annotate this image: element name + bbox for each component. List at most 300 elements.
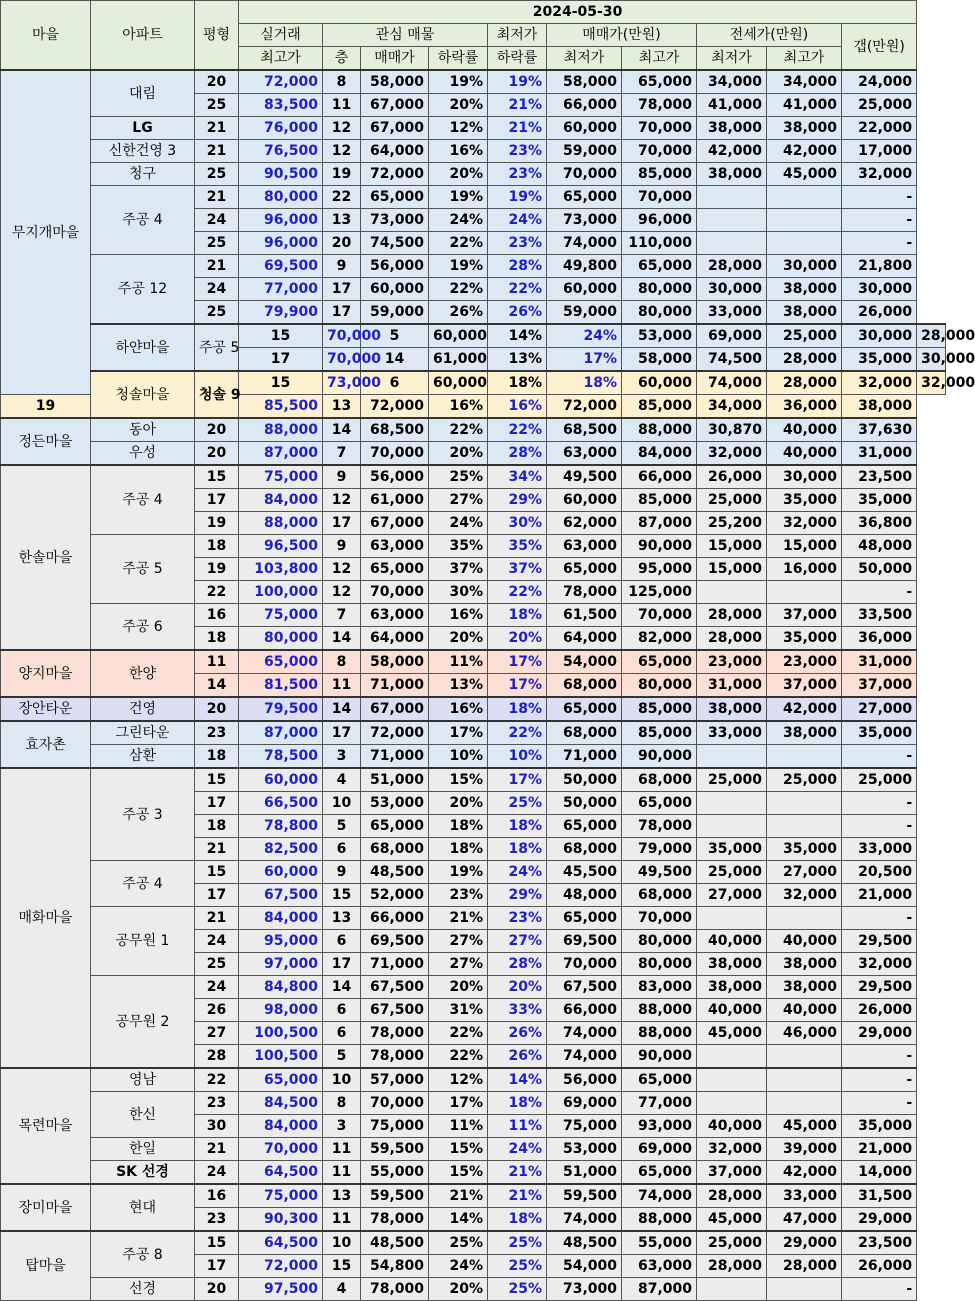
jeonse-high-cell: 35,000 xyxy=(767,489,842,512)
sale-low-cell: 50,000 xyxy=(547,768,622,792)
min-rate-cell: 17% xyxy=(488,650,547,674)
jeonse-low-cell xyxy=(697,815,767,838)
header-drop-rate: 하락률 xyxy=(429,47,488,71)
pyeong-cell: 18 xyxy=(195,745,239,769)
interest-rate-cell: 15% xyxy=(429,1161,488,1185)
table-row xyxy=(1,976,946,999)
sale-low-cell: 58,000 xyxy=(622,348,697,372)
record-high-cell: 70,000 xyxy=(239,1138,323,1161)
interest-price-cell: 74,500 xyxy=(361,232,429,255)
village-cell: 청솔마을 xyxy=(91,371,195,418)
jeonse-high-cell: 23,000 xyxy=(767,650,842,674)
interest-price-cell: 59,000 xyxy=(361,301,429,325)
interest-price-cell: 60,000 xyxy=(429,324,488,348)
record-high-cell: 84,500 xyxy=(239,1092,323,1115)
floor-cell: 4 xyxy=(323,768,361,792)
min-rate-cell: 24% xyxy=(488,861,547,884)
pyeong-cell: 20 xyxy=(195,442,239,466)
apartment-cell: 동아 xyxy=(91,418,195,442)
header-village: 마을 xyxy=(1,1,91,71)
gap-cell: 29,500 xyxy=(842,930,917,953)
jeonse-low-cell: 40,000 xyxy=(697,999,767,1022)
pyeong-cell: 24 xyxy=(195,209,239,232)
sale-low-cell: 60,000 xyxy=(622,371,697,395)
jeonse-low-cell: 38,000 xyxy=(697,953,767,976)
jeonse-low-cell: 28,000 xyxy=(697,627,767,651)
sale-low-cell: 68,000 xyxy=(547,674,622,698)
interest-rate-cell: 22% xyxy=(429,418,488,442)
sale-high-cell: 87,000 xyxy=(622,1278,697,1301)
min-rate-cell: 21% xyxy=(488,94,547,117)
floor-cell: 3 xyxy=(323,1115,361,1138)
sale-low-cell: 60,000 xyxy=(547,117,622,140)
sale-low-cell: 48,000 xyxy=(547,884,622,907)
interest-rate-cell: 26% xyxy=(429,301,488,325)
pyeong-cell: 16 xyxy=(195,604,239,627)
floor-cell: 14 xyxy=(361,348,429,372)
pyeong-cell: 18 xyxy=(195,535,239,558)
min-rate-cell: 29% xyxy=(488,884,547,907)
interest-price-cell: 53,000 xyxy=(361,792,429,815)
floor-cell: 17 xyxy=(323,278,361,301)
sale-low-cell: 54,000 xyxy=(547,1255,622,1278)
sale-low-cell: 65,000 xyxy=(547,697,622,721)
min-rate-cell: 19% xyxy=(488,186,547,209)
sale-high-cell: 88,000 xyxy=(622,418,697,442)
sale-high-cell: 85,000 xyxy=(622,721,697,745)
floor-cell: 7 xyxy=(323,604,361,627)
interest-price-cell: 78,000 xyxy=(361,1022,429,1045)
gap-cell: 35,000 xyxy=(842,1115,917,1138)
sale-low-cell: 63,000 xyxy=(547,535,622,558)
sale-high-cell: 66,000 xyxy=(622,465,697,489)
sale-low-cell: 50,000 xyxy=(547,792,622,815)
min-rate-cell: 33% xyxy=(488,999,547,1022)
gap-cell: - xyxy=(842,1068,917,1092)
jeonse-high-cell xyxy=(767,581,842,604)
sale-high-cell: 49,500 xyxy=(622,861,697,884)
min-rate-cell: 21% xyxy=(488,1184,547,1208)
min-rate-cell: 28% xyxy=(488,255,547,278)
jeonse-high-cell: 38,000 xyxy=(767,721,842,745)
min-rate-cell: 23% xyxy=(488,907,547,930)
floor-cell: 5 xyxy=(323,815,361,838)
interest-price-cell: 64,000 xyxy=(361,627,429,651)
jeonse-low-cell: 25,000 xyxy=(767,324,842,348)
pyeong-cell: 25 xyxy=(195,953,239,976)
interest-rate-cell: 37% xyxy=(429,558,488,581)
record-high-cell: 66,500 xyxy=(239,792,323,815)
sale-low-cell: 74,000 xyxy=(547,1022,622,1045)
jeonse-low-cell: 23,000 xyxy=(697,650,767,674)
apartment-cell: LG xyxy=(91,117,195,140)
floor-cell: 10 xyxy=(323,1068,361,1092)
floor-cell: 10 xyxy=(323,792,361,815)
jeonse-high-cell xyxy=(767,1092,842,1115)
sale-low-cell: 53,000 xyxy=(622,324,697,348)
pyeong-cell: 21 xyxy=(195,907,239,930)
jeonse-low-cell: 45,000 xyxy=(697,1022,767,1045)
pyeong-cell: 21 xyxy=(195,140,239,163)
gap-cell: 37,630 xyxy=(842,418,917,442)
interest-rate-cell: 24% xyxy=(429,209,488,232)
sale-low-cell: 65,000 xyxy=(547,815,622,838)
sale-low-cell: 58,000 xyxy=(547,70,622,94)
table-body xyxy=(1,70,975,1301)
jeonse-high-cell xyxy=(767,1278,842,1301)
floor-cell: 9 xyxy=(323,535,361,558)
record-high-cell: 77,000 xyxy=(239,278,323,301)
interest-rate-cell: 13% xyxy=(429,674,488,698)
table-row xyxy=(1,371,946,395)
sale-high-cell: 80,000 xyxy=(622,930,697,953)
village-cell: 탑마을 xyxy=(1,1231,91,1301)
sale-high-cell: 95,000 xyxy=(622,558,697,581)
sale-low-cell: 64,000 xyxy=(547,627,622,651)
header-lowest: 최저가 xyxy=(547,47,622,71)
interest-price-cell: 60,000 xyxy=(429,371,488,395)
floor-cell: 9 xyxy=(323,255,361,278)
jeonse-high-cell xyxy=(767,1045,842,1069)
interest-rate-cell: 18% xyxy=(429,815,488,838)
floor-cell: 6 xyxy=(361,371,429,395)
sale-high-cell: 65,000 xyxy=(622,650,697,674)
record-high-cell: 70,000 xyxy=(323,348,361,372)
min-rate-cell: 22% xyxy=(488,721,547,745)
interest-rate-cell: 19% xyxy=(429,70,488,94)
floor-cell: 17 xyxy=(323,953,361,976)
min-rate-cell: 18% xyxy=(488,815,547,838)
jeonse-high-cell: 37,000 xyxy=(767,604,842,627)
min-rate-cell: 28% xyxy=(488,442,547,466)
jeonse-low-cell: 38,000 xyxy=(697,697,767,721)
floor-cell: 12 xyxy=(323,117,361,140)
interest-price-cell: 65,000 xyxy=(361,815,429,838)
jeonse-low-cell: 27,000 xyxy=(697,884,767,907)
interest-price-cell: 54,800 xyxy=(361,1255,429,1278)
village-cell: 매화마을 xyxy=(1,768,91,1068)
record-high-cell: 90,500 xyxy=(239,163,323,186)
table-row xyxy=(1,535,946,558)
jeonse-low-cell: 28,000 xyxy=(697,604,767,627)
min-rate-cell: 16% xyxy=(488,395,547,419)
record-high-cell: 84,000 xyxy=(239,907,323,930)
gap-cell: 35,000 xyxy=(842,721,917,745)
interest-price-cell: 61,000 xyxy=(361,489,429,512)
header-apartment: 아파트 xyxy=(91,1,195,71)
sale-high-cell: 69,000 xyxy=(622,1138,697,1161)
jeonse-low-cell: 33,000 xyxy=(697,301,767,325)
floor-cell: 17 xyxy=(323,721,361,745)
min-rate-cell: 18% xyxy=(488,1092,547,1115)
floor-cell: 13 xyxy=(323,1184,361,1208)
pyeong-cell: 25 xyxy=(195,301,239,325)
sale-high-cell: 80,000 xyxy=(622,953,697,976)
jeonse-low-cell xyxy=(697,1278,767,1301)
jeonse-high-cell xyxy=(767,792,842,815)
table-row xyxy=(1,604,946,627)
jeonse-high-cell: 40,000 xyxy=(767,418,842,442)
sale-high-cell: 55,000 xyxy=(622,1231,697,1255)
jeonse-low-cell: 25,000 xyxy=(697,489,767,512)
floor-cell: 8 xyxy=(323,1092,361,1115)
pyeong-cell: 21 xyxy=(195,186,239,209)
sale-low-cell: 62,000 xyxy=(547,512,622,535)
floor-cell: 7 xyxy=(323,442,361,466)
jeonse-low-cell: 28,000 xyxy=(767,348,842,372)
interest-price-cell: 67,000 xyxy=(361,697,429,721)
header-pyeong: 평형 xyxy=(195,1,239,71)
sale-high-cell: 83,000 xyxy=(622,976,697,999)
jeonse-high-cell: 47,000 xyxy=(767,1208,842,1232)
gap-cell: - xyxy=(842,1092,917,1115)
village-cell: 장안타운 xyxy=(1,697,91,721)
header-interest: 관심 매물 xyxy=(323,24,488,47)
min-rate-cell: 24% xyxy=(488,1138,547,1161)
jeonse-high-cell: 35,000 xyxy=(842,348,917,372)
min-rate-cell: 25% xyxy=(488,1255,547,1278)
jeonse-low-cell xyxy=(697,792,767,815)
sale-low-cell: 70,000 xyxy=(547,953,622,976)
jeonse-low-cell: 30,000 xyxy=(697,278,767,301)
min-rate-cell: 29% xyxy=(488,489,547,512)
gap-cell: 25,000 xyxy=(842,768,917,792)
header-record-top: 실거래 xyxy=(239,24,323,47)
gap-cell: 30,000 xyxy=(917,348,946,372)
village-cell: 정든마을 xyxy=(1,418,91,465)
floor-cell: 5 xyxy=(323,1045,361,1069)
gap-cell: - xyxy=(842,1278,917,1301)
header-gap: 갭(만원) xyxy=(842,24,917,71)
record-high-cell: 73,000 xyxy=(323,371,361,395)
sale-high-cell: 70,000 xyxy=(622,140,697,163)
interest-rate-cell: 20% xyxy=(429,1278,488,1301)
gap-cell: 21,800 xyxy=(842,255,917,278)
floor-cell: 9 xyxy=(323,465,361,489)
pyeong-cell: 30 xyxy=(195,1115,239,1138)
sale-high-cell: 74,000 xyxy=(622,1184,697,1208)
floor-cell: 20 xyxy=(323,232,361,255)
record-high-cell: 60,000 xyxy=(239,768,323,792)
gap-cell: 37,000 xyxy=(842,674,917,698)
min-rate-cell: 26% xyxy=(488,1045,547,1069)
pyeong-cell: 20 xyxy=(195,418,239,442)
min-rate-cell: 21% xyxy=(488,117,547,140)
jeonse-high-cell: 38,000 xyxy=(767,278,842,301)
interest-rate-cell: 27% xyxy=(429,930,488,953)
sale-low-cell: 72,000 xyxy=(547,395,622,419)
interest-price-cell: 63,000 xyxy=(361,535,429,558)
apartment-cell: 주공 4 xyxy=(91,861,195,907)
sale-low-cell: 68,000 xyxy=(547,721,622,745)
gap-cell: 32,000 xyxy=(842,953,917,976)
header-highest: 최고가 xyxy=(622,47,697,71)
interest-price-cell: 78,000 xyxy=(361,1208,429,1232)
interest-price-cell: 71,000 xyxy=(361,953,429,976)
gap-cell: 21,000 xyxy=(842,884,917,907)
sale-low-cell: 49,800 xyxy=(547,255,622,278)
apartment-cell: 청솔 9 xyxy=(195,371,239,418)
jeonse-low-cell xyxy=(697,209,767,232)
pyeong-cell: 21 xyxy=(195,255,239,278)
gap-cell: - xyxy=(842,232,917,255)
record-high-cell: 60,000 xyxy=(239,861,323,884)
sale-high-cell: 87,000 xyxy=(622,512,697,535)
table-row xyxy=(1,255,946,278)
gap-cell: - xyxy=(842,815,917,838)
record-high-cell: 97,000 xyxy=(239,953,323,976)
pyeong-cell: 24 xyxy=(195,1161,239,1185)
apartment-cell: 주공 4 xyxy=(91,465,195,535)
sale-high-cell: 77,000 xyxy=(622,1092,697,1115)
jeonse-low-cell: 34,000 xyxy=(697,70,767,94)
table-row xyxy=(1,1278,946,1301)
jeonse-low-cell xyxy=(697,186,767,209)
jeonse-high-cell: 38,000 xyxy=(767,117,842,140)
record-high-cell: 87,000 xyxy=(239,442,323,466)
jeonse-high-cell: 32,000 xyxy=(767,884,842,907)
interest-price-cell: 55,000 xyxy=(361,1161,429,1185)
record-high-cell: 98,000 xyxy=(239,999,323,1022)
record-high-cell: 81,500 xyxy=(239,674,323,698)
header-min-bottom: 하락률 xyxy=(488,47,547,71)
table-row xyxy=(1,721,946,745)
interest-price-cell: 56,000 xyxy=(361,255,429,278)
sale-high-cell: 110,000 xyxy=(622,232,697,255)
interest-price-cell: 60,000 xyxy=(361,278,429,301)
sale-low-cell: 65,000 xyxy=(547,186,622,209)
sale-high-cell: 88,000 xyxy=(622,1022,697,1045)
sale-high-cell: 70,000 xyxy=(622,117,697,140)
sale-low-cell: 45,500 xyxy=(547,861,622,884)
interest-price-cell: 48,500 xyxy=(361,1231,429,1255)
interest-price-cell: 72,000 xyxy=(361,721,429,745)
jeonse-low-cell: 45,000 xyxy=(697,1208,767,1232)
interest-price-cell: 57,000 xyxy=(361,1068,429,1092)
jeonse-high-cell: 15,000 xyxy=(767,535,842,558)
table-row xyxy=(1,163,946,186)
jeonse-high-cell xyxy=(767,1068,842,1092)
jeonse-low-cell: 38,000 xyxy=(697,163,767,186)
table-header xyxy=(1,1,946,71)
pyeong-cell: 21 xyxy=(195,1138,239,1161)
jeonse-high-cell: 45,000 xyxy=(767,163,842,186)
pyeong-cell: 18 xyxy=(195,627,239,651)
record-high-cell: 95,000 xyxy=(239,930,323,953)
interest-rate-cell: 22% xyxy=(429,232,488,255)
jeonse-high-cell xyxy=(767,907,842,930)
apartment-cell: 한일 xyxy=(91,1138,195,1161)
header-sale-range: 매매가(만원) xyxy=(547,24,697,47)
sale-high-cell: 70,000 xyxy=(622,907,697,930)
sale-high-cell: 65,000 xyxy=(622,255,697,278)
jeonse-low-cell xyxy=(697,581,767,604)
pyeong-cell: 17 xyxy=(239,348,323,372)
interest-price-cell: 67,000 xyxy=(361,94,429,117)
interest-rate-cell: 17% xyxy=(429,1092,488,1115)
village-cell: 효자촌 xyxy=(1,721,91,768)
sale-low-cell: 56,000 xyxy=(547,1068,622,1092)
jeonse-high-cell: 25,000 xyxy=(767,768,842,792)
gap-cell: 32,000 xyxy=(842,163,917,186)
interest-rate-cell: 16% xyxy=(429,697,488,721)
table-row xyxy=(1,465,946,489)
apartment-cell: 대림 xyxy=(91,70,195,117)
sale-high-cell: 65,000 xyxy=(622,1161,697,1185)
sale-high-cell: 63,000 xyxy=(622,1255,697,1278)
apartment-cell: 우성 xyxy=(91,442,195,466)
record-high-cell: 87,000 xyxy=(239,721,323,745)
interest-price-cell: 67,500 xyxy=(361,976,429,999)
pyeong-cell: 22 xyxy=(195,1068,239,1092)
interest-price-cell: 61,000 xyxy=(429,348,488,372)
gap-cell: 30,000 xyxy=(842,278,917,301)
gap-cell: - xyxy=(842,745,917,769)
interest-price-cell: 67,500 xyxy=(361,999,429,1022)
record-high-cell: 88,000 xyxy=(239,512,323,535)
jeonse-low-cell: 37,000 xyxy=(697,1161,767,1185)
interest-price-cell: 58,000 xyxy=(361,70,429,94)
interest-rate-cell: 11% xyxy=(429,1115,488,1138)
pyeong-cell: 19 xyxy=(195,512,239,535)
table-row xyxy=(1,1092,946,1115)
interest-rate-cell: 24% xyxy=(429,1255,488,1278)
village-cell: 하얀마을 xyxy=(91,324,195,371)
pyeong-cell: 16 xyxy=(195,1184,239,1208)
table-row xyxy=(1,324,946,348)
jeonse-low-cell: 28,000 xyxy=(697,1255,767,1278)
interest-rate-cell: 22% xyxy=(429,1045,488,1069)
jeonse-low-cell xyxy=(697,745,767,769)
floor-cell: 12 xyxy=(323,581,361,604)
gap-cell: 20,500 xyxy=(842,861,917,884)
record-high-cell: 96,500 xyxy=(239,535,323,558)
sale-high-cell: 85,000 xyxy=(622,163,697,186)
apartment-cell: 영남 xyxy=(91,1068,195,1092)
interest-price-cell: 69,500 xyxy=(361,930,429,953)
sale-low-cell: 74,000 xyxy=(547,1208,622,1232)
min-rate-cell: 24% xyxy=(547,324,622,348)
interest-rate-cell: 12% xyxy=(429,1068,488,1092)
min-rate-cell: 20% xyxy=(488,627,547,651)
jeonse-low-cell: 28,000 xyxy=(767,371,842,395)
sale-high-cell: 68,000 xyxy=(622,884,697,907)
interest-rate-cell: 21% xyxy=(429,1184,488,1208)
jeonse-low-cell: 28,000 xyxy=(697,255,767,278)
sale-low-cell: 75,000 xyxy=(547,1115,622,1138)
floor-cell: 11 xyxy=(323,1161,361,1185)
header-jeonse-low: 최저가 xyxy=(697,47,767,71)
floor-cell: 11 xyxy=(323,94,361,117)
pyeong-cell: 23 xyxy=(195,721,239,745)
pyeong-cell: 19 xyxy=(1,395,91,419)
gap-cell: 33,000 xyxy=(842,838,917,861)
table-row xyxy=(1,1184,946,1208)
interest-rate-cell: 20% xyxy=(429,976,488,999)
min-rate-cell: 35% xyxy=(488,535,547,558)
apartment-cell: 신한건영 3 xyxy=(91,140,195,163)
record-high-cell: 96,000 xyxy=(239,209,323,232)
interest-rate-cell: 19% xyxy=(429,861,488,884)
record-high-cell: 84,000 xyxy=(239,1115,323,1138)
record-high-cell: 96,000 xyxy=(239,232,323,255)
record-high-cell: 84,800 xyxy=(239,976,323,999)
village-cell: 장미마을 xyxy=(1,1184,91,1231)
interest-price-cell: 72,000 xyxy=(361,163,429,186)
gap-cell: - xyxy=(842,792,917,815)
interest-price-cell: 51,000 xyxy=(361,768,429,792)
record-high-cell: 78,500 xyxy=(239,745,323,769)
